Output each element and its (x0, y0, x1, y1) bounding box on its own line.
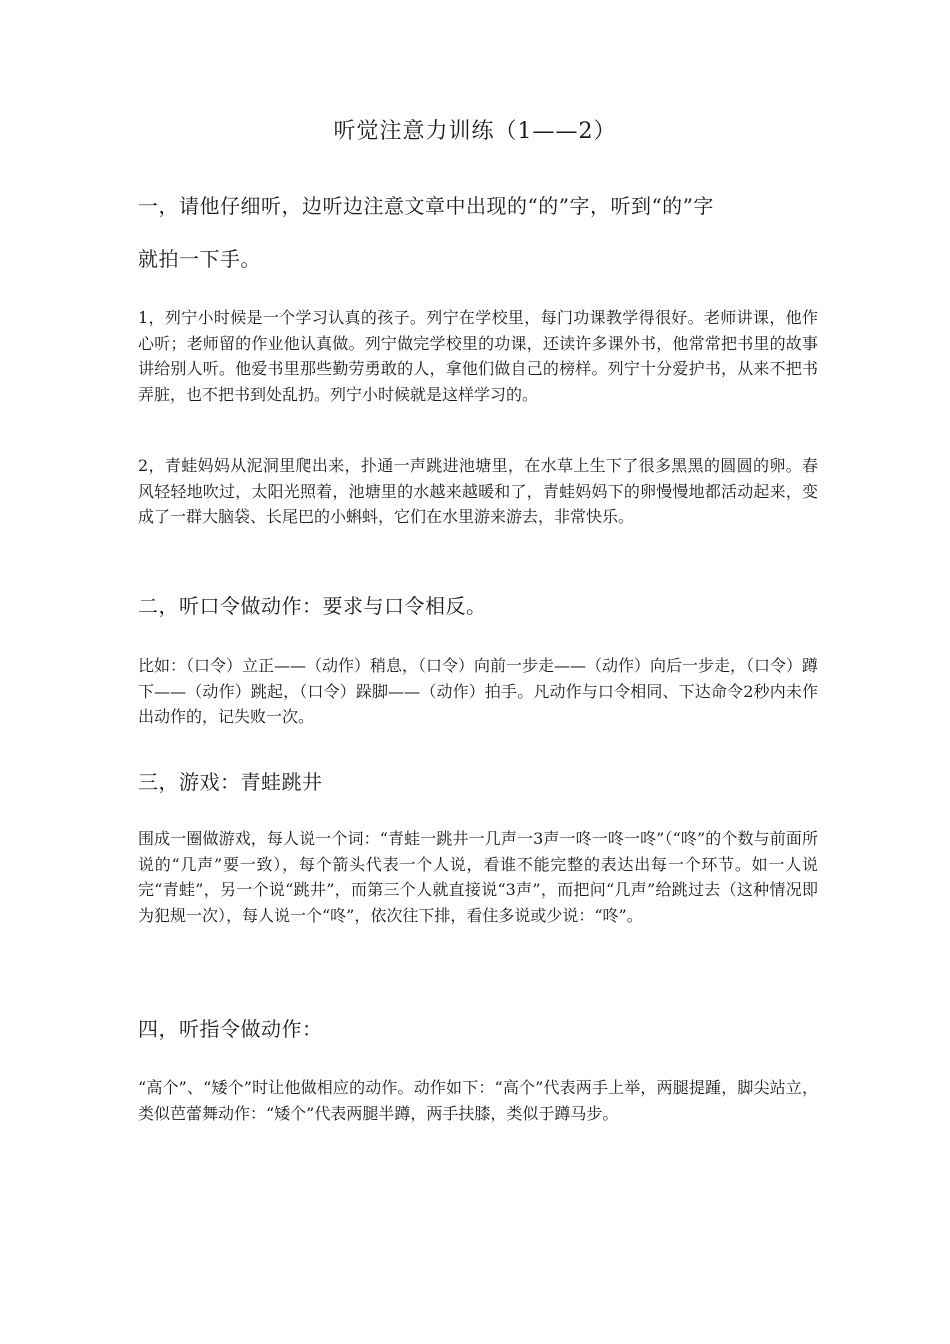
section4-paragraph: “高个”、“矮个”时让他做相应的动作。动作如下：“高个”代表两手上举，两腿提踵，脚尖站立，类似芭蕾舞动作：“矮个”代表两腿半蹲，两手扶膝，类似于蹲马步。 (138, 1078, 818, 1123)
document-title: 听觉注意力训练（1——2） (333, 119, 617, 144)
section3-heading: 三，游戏：青蛙跳井 (138, 770, 323, 794)
section1-heading-line2: 就拍一下手。 (138, 247, 261, 271)
section4-heading: 四，听指令做动作： (138, 1017, 323, 1041)
section2-paragraph: 比如：（口令）立正——（动作）稍息，（口令）向前一步走——（动作）向后一步走，（口令）蹲下——（动作）跳起，（口令）跺脚——（动作）拍手。凡动作与口令相同、下达命令2秒内未作出动作的，记失败一次。 (138, 656, 819, 727)
section2-heading: 二，听口令做动作：要求与口令相反。 (138, 594, 487, 618)
section3-paragraph: 围成一圈做游戏，每人说一个词：“青蛙一跳井一几声一3声一咚一咚一咚”（“咚”的个数与前面所说的“几声”要一致），每个箭头代表一个人说，看谁不能完整的表达出每一个环节。如一人说完“青蛙”，另一个说“跳井”，而第三个人就直接说“3声”，而把问“几声”给跳过去（这种情况即为犯规一次），每人说一个“咚”，依次往下排，看住多说或少说：“咚”。 (138, 829, 818, 925)
section1-paragraph-1: 1，列宁小时候是一个学习认真的孩子。列宁在学校里，每门功课教学得很好。老师讲课，他作心听；老师留的作业他认真做。列宁做完学校里的功课，还读许多课外书，他常常把书里的故事讲给别人听。他爱书里那些勤劳勇敢的人，拿他们做自己的榜样。列宁十分爱护书，从来不把书弄脏，也不把书到处乱扔。列宁小时候就是这样学习的。 (138, 308, 818, 404)
section1-heading-line1: 一，请他仔细听，边听边注意文章中出现的“的”字，听到“的”字 (138, 194, 714, 218)
section1-paragraph-2: 2，青蛙妈妈从泥洞里爬出来，扑通一声跳进池塘里，在水草上生下了很多黑黑的圆圆的卵。春风轻轻地吹过，太阳光照着，池塘里的水越来越暖和了，青蛙妈妈下的卵慢慢地都活动起来，变成了一群大脑袋、长尾巴的小蝌蚪，它们在水里游来游去，非常快乐。 (138, 456, 818, 527)
